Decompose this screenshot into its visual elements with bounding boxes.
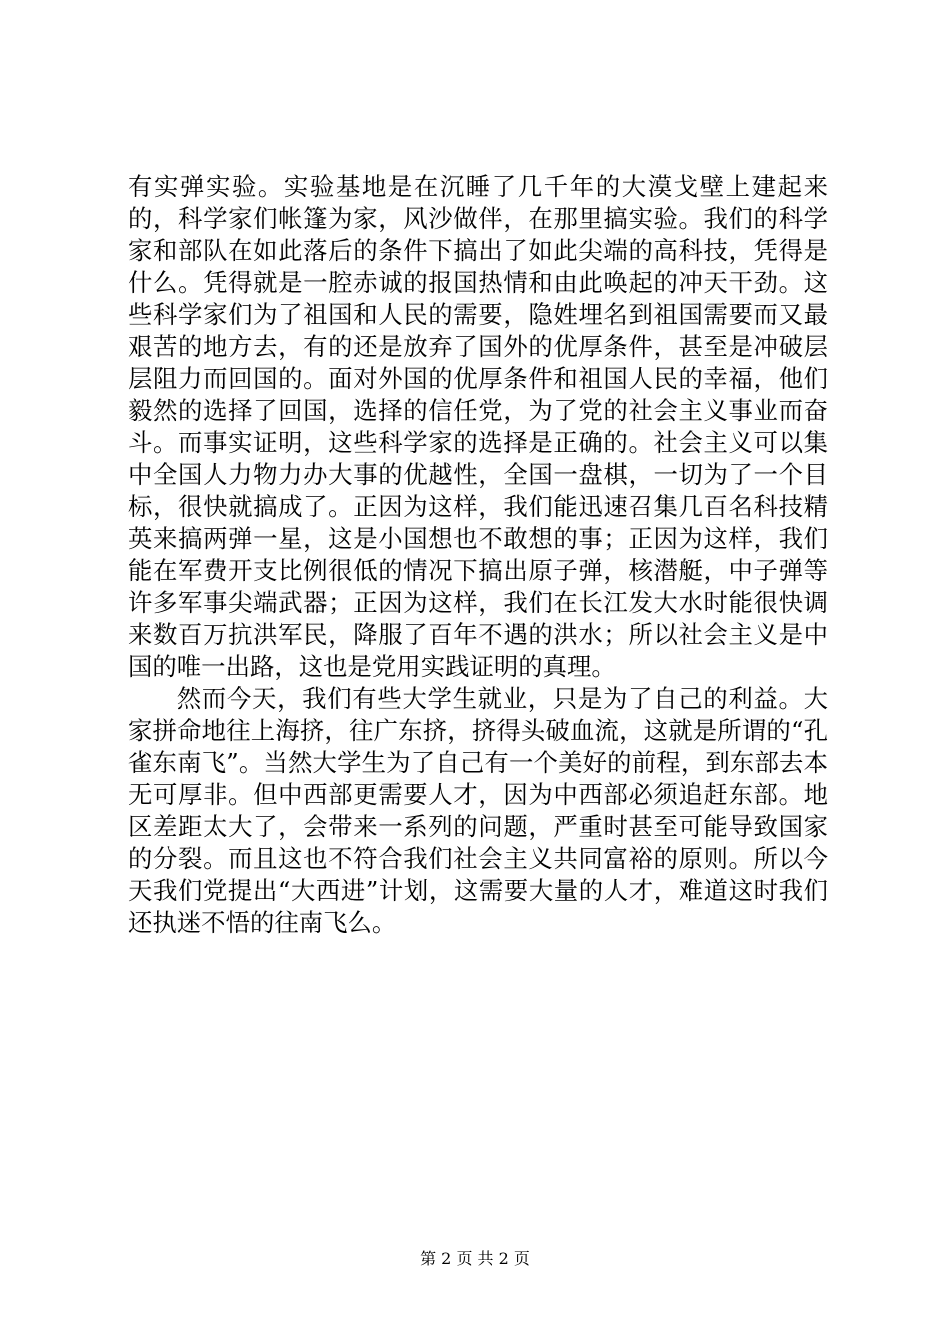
paragraph-1: 有实弹实验。实验基地是在沉睡了几千年的大漠戈壁上建起来的，科学家们帐篷为家，风沙做伴，在那里搞实验。我们的科学家和部队在如此落后的条件下搞出了如此尖端的高科技，凭得是什么。凭得就是一腔赤诚的报国热情和由此唤起的冲天干劲。这些科学家们为了祖国和人民的需要，隐姓埋名到祖国需要而又最艰苦的地方去，有的还是放弃了国外的优厚条件，甚至是冲破层层阻力而回国的。面对外国的优厚条件和祖国人民的幸福，他们毅然的选择了回国，选择的信任党，为了党的社会主义事业而奋斗。而事实证明，这些科学家的选择是正确的。社会主义可以集中全国人力物力办大事的优越性，全国一盘棋，一切为了一个目标，很快就搞成了。正因为这样，我们能迅速召集几百名科技精英来搞两弹一星，这是小国想也不敢想的事；正因为这样，我们能在军费开支比例很低的情况下搞出原子弹，核潜艇，中子弹等许多军事尖端武器；正因为这样，我们在长江发大水时能很快调来数百万抗洪军民，降服了百年不遇的洪水；所以社会主义是中国的唯一出路，这也是党用实践证明的真理。 bbox=[128, 172, 828, 681]
page-footer: 第 2 页 共 2 页 bbox=[420, 1249, 530, 1268]
paragraph-2: 然而今天，我们有些大学生就业，只是为了自己的利益。大家拼命地往上海挤，往广东挤，挤得头破血流，这就是所谓的“孔雀东南飞”。当然大学生为了自己有一个美好的前程，到东部去本无可厚非。但中西部更需要人才，因为中西部必须追赶东部。地区差距太大了，会带来一系列的问题，严重时甚至可能导致国家的分裂。而且这也不符合我们社会主义共同富裕的原则。所以今天我们党提出“大西进”计划，这需要大量的人才，难道这时我们还执迷不悟的往南飞么。 bbox=[128, 684, 828, 937]
body-text bbox=[128, 171, 828, 939]
